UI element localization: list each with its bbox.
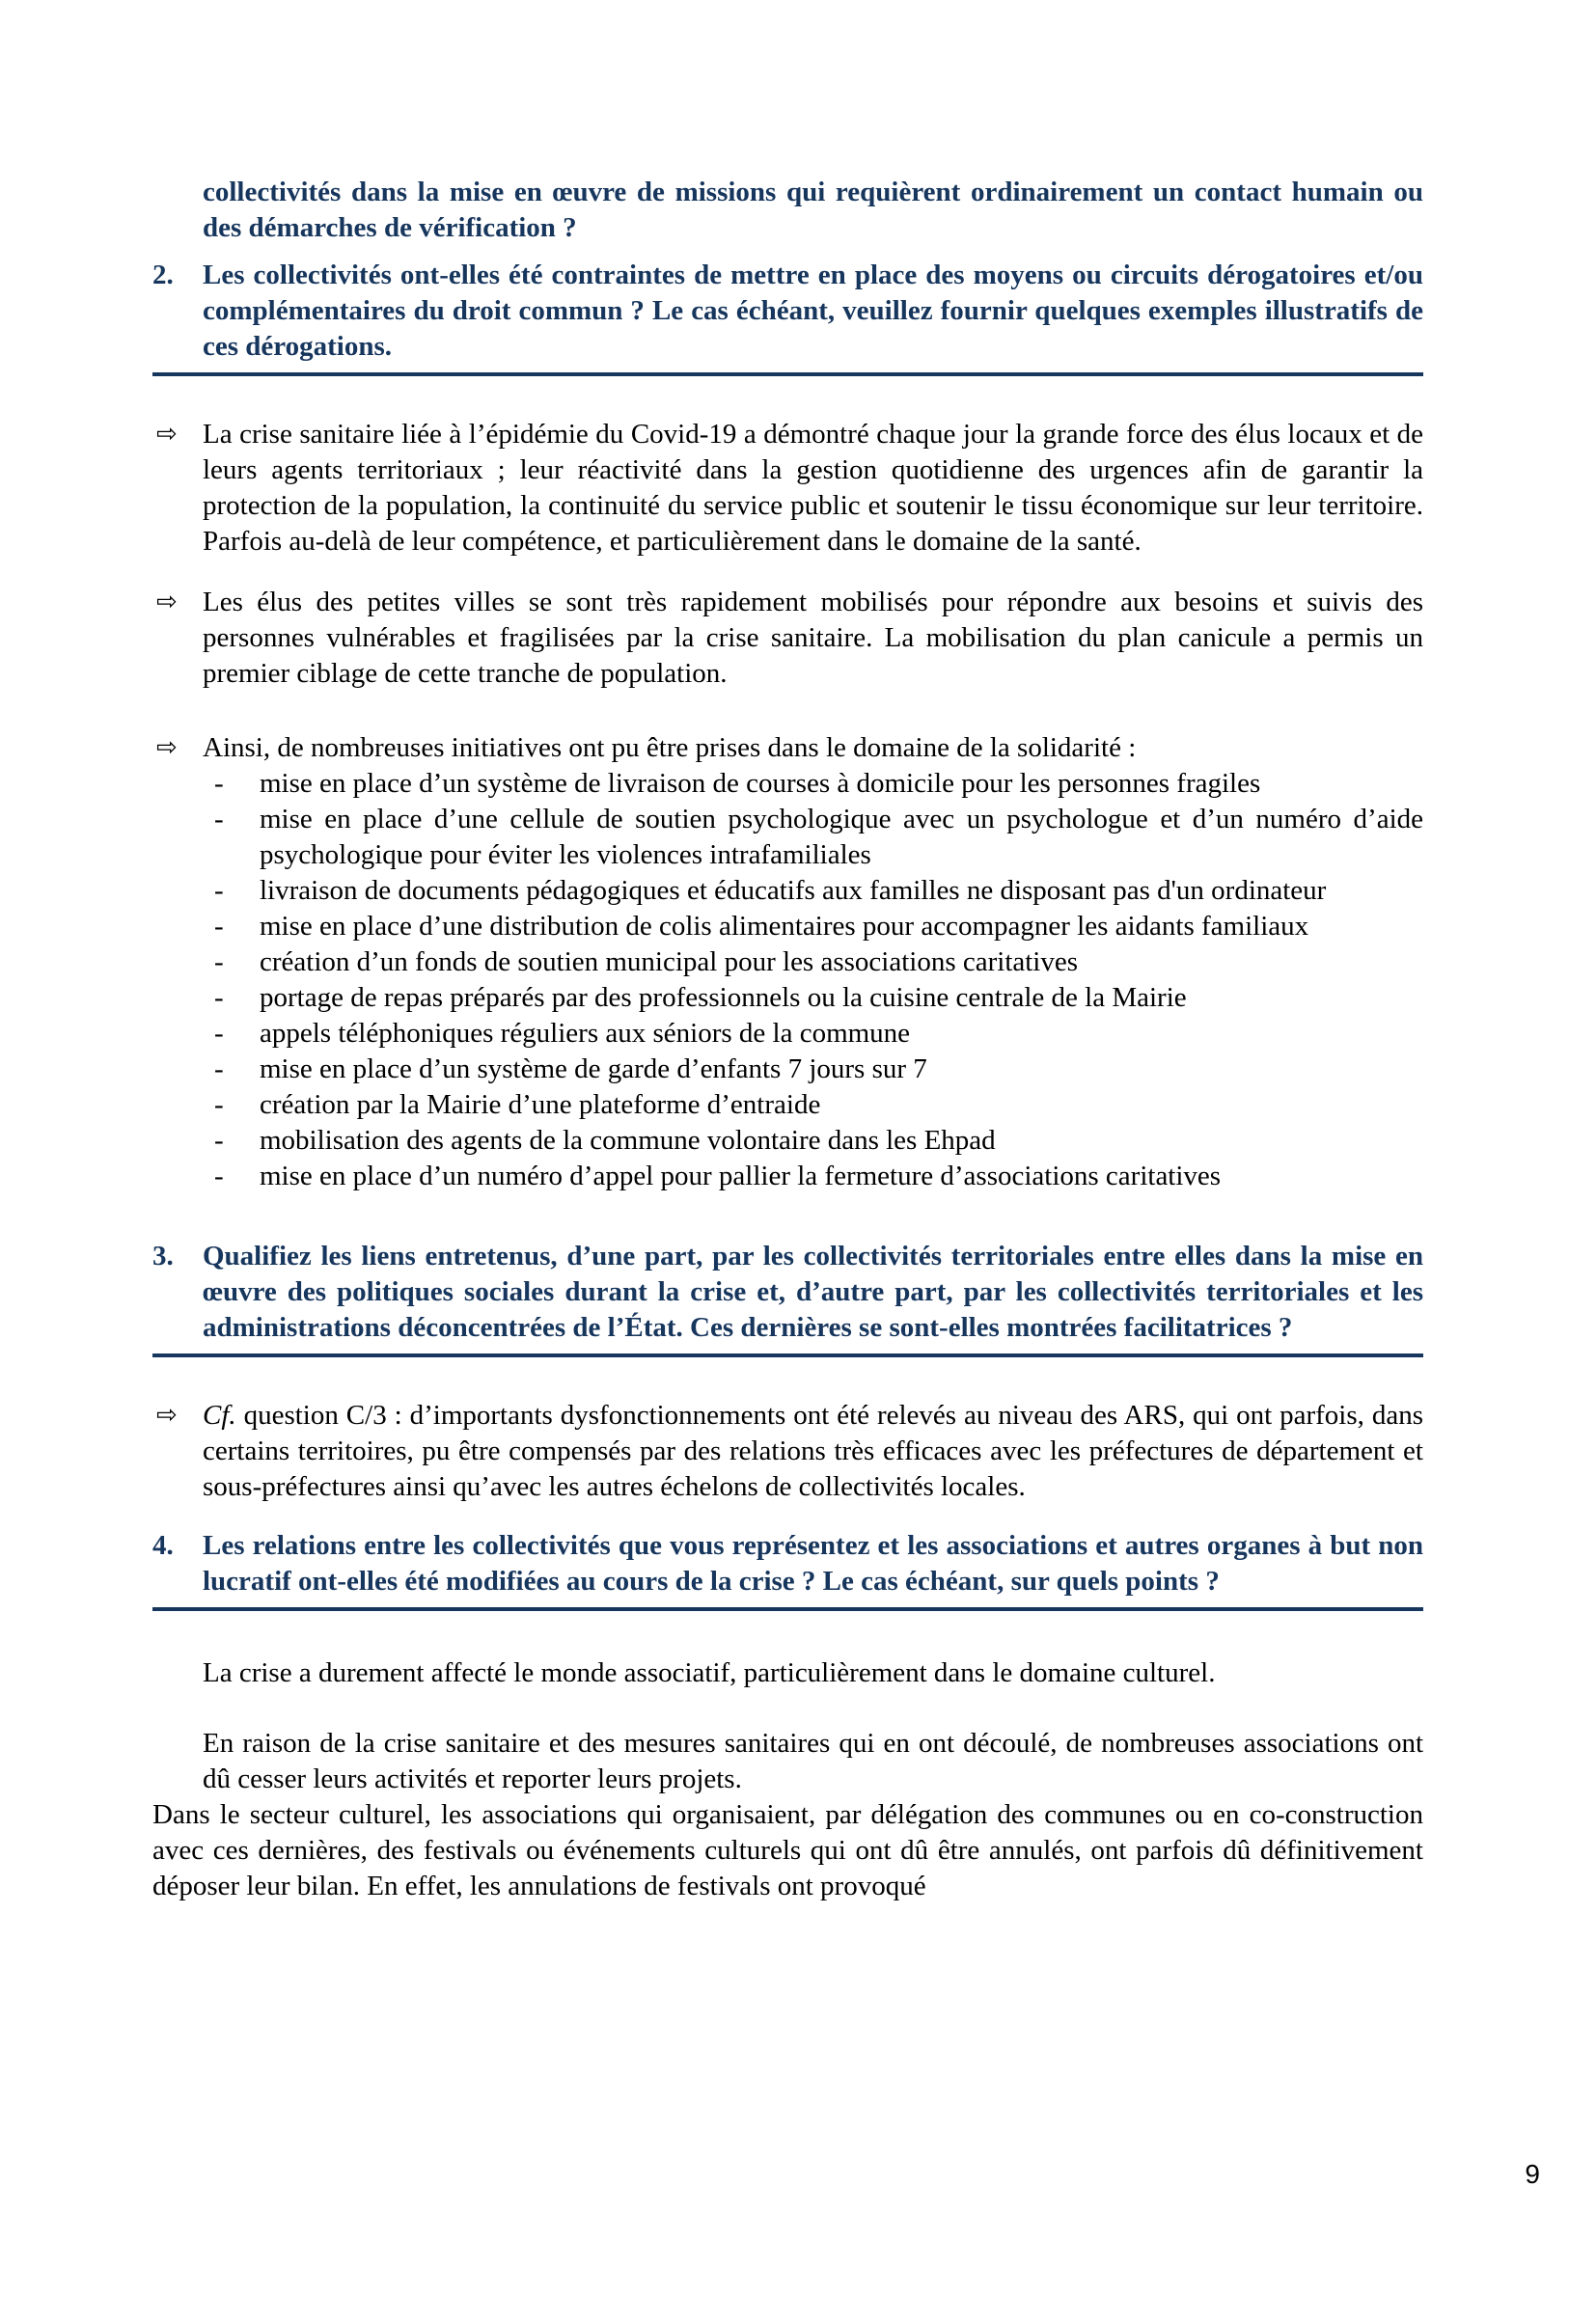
list-item (214, 1052, 1423, 1087)
paragraph-text: La crise sanitaire liée à l’épidémie du Covid-19 a démontré chaque jour la grande force des élus locaux et de leurs agents territoriaux ; leur réactivité dans la gestion quotidienne des urgences afin de garantir la protection de la population, la continuité du service public et soutenir le tissu économique sur leur territoire. Parfois au-delà de leur compétence, et particulièrement dans le domaine de la santé. (203, 419, 1423, 557)
answer-2-paragraph-1 (152, 417, 1423, 560)
answer-4-paragraph-2: En raison de la crise sanitaire et des mesures sanitaires qui en ont découlé, de nombreuses associations ont dû cesser leurs activités et reporter leurs projets. (203, 1728, 1423, 1794)
question-3 (152, 1239, 1423, 1357)
cf-paragraph-body: question C/3 : d’importants dysfonctionnements ont été relevés au niveau des ARS, qui ont parfois, dans certains territoires, pu être compensés par des relations très efficaces avec les préfectures de département et sous-préfectures ainsi qu’avec les autres échelons de collectivités locales. (203, 1400, 1423, 1502)
list-item (214, 1016, 1423, 1052)
dash-bullet-icon: - (214, 1089, 224, 1120)
cf-reference: Cf. (203, 1400, 236, 1431)
list-item-text: livraison de documents pédagogiques et éducatifs aux familles ne disposant pas d'un ordinateur (260, 875, 1327, 906)
question-4-underline (152, 1607, 1423, 1611)
list-item-text: mobilisation des agents de la commune volontaire dans les Ehpad (260, 1125, 996, 1156)
question-1-continuation-text: collectivités dans la mise en œuvre de missions qui requièrent ordinairement un contact humain ou des démarches de vérification ? (203, 177, 1423, 243)
list-item-text: mise en place d’un numéro d’appel pour pallier la fermeture d’associations caritatives (260, 1161, 1222, 1191)
question-3-number: 3. (152, 1241, 174, 1271)
answer-2-paragraph-2 (152, 585, 1423, 692)
dash-bullet-icon: - (214, 1161, 224, 1191)
list-item (214, 980, 1423, 1016)
dash-bullet-icon: - (214, 804, 224, 834)
list-item-text: mise en place d’une cellule de soutien psychologique avec un psychologue et d’un numéro d’aide psychologique pour éviter les violences intrafamiliales (260, 804, 1423, 870)
question-3-underline (152, 1353, 1423, 1357)
right-arrow-icon: ⇨ (156, 588, 178, 616)
list-item-text: mise en place d’une distribution de colis alimentaires pour accompagner les aidants familiaux (260, 911, 1309, 942)
dash-bullet-icon: - (214, 982, 224, 1013)
list-item-text: mise en place d’un système de livraison de courses à domicile pour les personnes fragiles (260, 768, 1261, 799)
paragraph-text: Les élus des petites villes se sont très rapidement mobilisés pour répondre aux besoins et suivis des personnes vulnérables et fragilisées par la crise sanitaire. La mobilisation du plan canicule a permis un premier ciblage de cette tranche de population. (203, 587, 1423, 689)
list-item (214, 1087, 1423, 1123)
right-arrow-icon: ⇨ (156, 733, 178, 762)
question-2-underline (152, 372, 1423, 376)
answer-4-paragraph-1: La crise a durement affecté le monde associatif, particulièrement dans le domaine culturel. (203, 1657, 1216, 1688)
question-4-text: Les relations entre les collectivités que vous représentez et les associations et autres organes à but non lucratif ont-elles été modifiées au cours de la crise ? Le cas échéant, sur quels points ? (203, 1530, 1423, 1597)
list-item (214, 909, 1423, 944)
question-4-number: 4. (152, 1530, 174, 1561)
right-arrow-icon: ⇨ (156, 1401, 178, 1430)
answer-3-paragraph (152, 1398, 1423, 1505)
dash-bullet-icon: - (214, 1018, 224, 1049)
list-item (214, 873, 1423, 909)
dash-bullet-icon: - (214, 875, 224, 906)
list-item-text: portage de repas préparés par des professionnels ou la cuisine centrale de la Mairie (260, 982, 1187, 1013)
question-2-number: 2. (152, 260, 174, 290)
question-2-text: Les collectivités ont-elles été contraintes de mettre en place des moyens ou circuits dérogatoires et/ou complémentaires du droit commun ? Le cas échéant, veuillez fournir quelques exemples illustratifs de ces dérogations. (203, 260, 1423, 362)
list-item-text: appels téléphoniques réguliers aux séniors de la commune (260, 1018, 911, 1049)
paragraph-text (203, 1398, 1423, 1505)
list-item (214, 766, 1423, 802)
list-item-text: mise en place d’un système de garde d’enfants 7 jours sur 7 (260, 1053, 927, 1084)
question-3-text: Qualifiez les liens entretenus, d’une part, par les collectivités territoriales entre elles dans la mise en œuvre des politiques sociales durant la crise et, d’autre part, par les collectivités territoriales et les administrations déconcentrées de l’État. Ces dernières se sont-elles montrées facilitatrices ? (203, 1241, 1423, 1343)
solidarity-initiatives-list (214, 766, 1423, 1194)
answer-2-paragraph-3 (152, 730, 1423, 766)
page-number: 9 (1525, 2159, 1540, 2189)
list-item-text: création d’un fonds de soutien municipal pour les associations caritatives (260, 946, 1079, 977)
list-item-text: création par la Mairie d’une plateforme d’entraide (260, 1089, 821, 1120)
dash-bullet-icon: - (214, 1125, 224, 1156)
dash-bullet-icon: - (214, 1053, 224, 1084)
dash-bullet-icon: - (214, 911, 224, 942)
list-item (214, 802, 1423, 873)
question-2 (152, 258, 1423, 376)
dash-bullet-icon: - (214, 946, 224, 977)
right-arrow-icon: ⇨ (156, 420, 178, 449)
paragraph-text: Ainsi, de nombreuses initiatives ont pu être prises dans le domaine de la solidarité : (203, 732, 1137, 763)
answer-4-paragraph-3: Dans le secteur culturel, les associations qui organisaient, par délégation des communes ou en co-construction avec ces dernières, des festivals ou événements culturels qui ont dû être annulés, ont parfois dû définitivement déposer leur bilan. En effet, les annulations de festivals ont provoqué (152, 1799, 1423, 1901)
list-item (214, 1159, 1423, 1194)
dash-bullet-icon: - (214, 768, 224, 799)
list-item (214, 1123, 1423, 1159)
question-4 (152, 1528, 1423, 1611)
list-item (214, 944, 1423, 980)
